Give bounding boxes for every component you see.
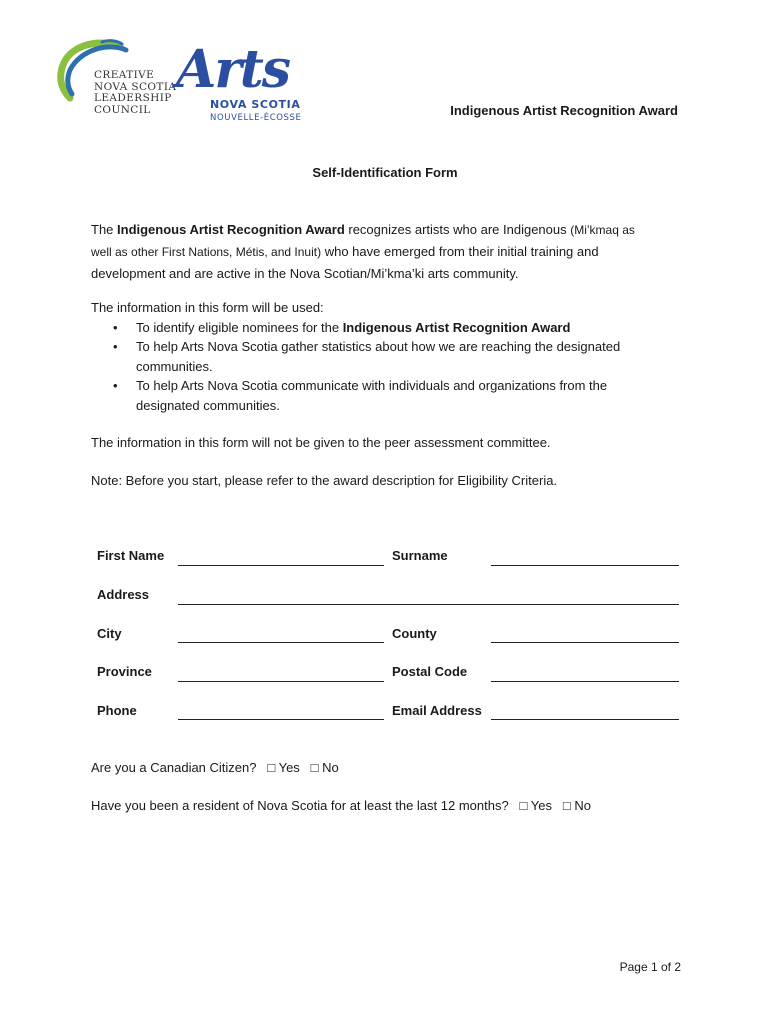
list-item-text: To identify eligible nominees for the <box>136 319 343 335</box>
intro-text: recognizes artists who are Indigenous <box>344 222 571 237</box>
resident-yes-checkbox[interactable]: □ <box>519 798 528 813</box>
citizen-question <box>91 760 339 775</box>
uses-section <box>91 298 691 415</box>
citizen-no-checkbox[interactable]: □ <box>310 760 319 775</box>
intro-text: The <box>91 222 118 237</box>
cnslc-line: NOVA SCOTIA <box>94 80 177 93</box>
resident-question-text: Have you been a resident of Nova Scotia for at least the last 12 months? <box>91 798 509 813</box>
arts-logo-subtitle-fr: NOUVELLE-ÉCOSSE <box>210 113 302 123</box>
province-field[interactable] <box>178 681 384 682</box>
uses-list <box>91 318 691 416</box>
first-name-label: First Name <box>97 548 165 563</box>
county-label: County <box>392 626 437 641</box>
surname-label: Surname <box>392 548 448 563</box>
award-name: Indigenous Artist Recognition Award <box>117 222 345 237</box>
first-name-field[interactable] <box>178 565 384 566</box>
email-field[interactable] <box>491 719 679 720</box>
intro-text: (Mi’kmaq as <box>570 223 635 237</box>
note-paragraph: Note: Before you start, please refer to the award description for Eligibility Criteria. <box>91 473 558 488</box>
list-item-text: designated communities. <box>136 397 280 413</box>
award-name: Indigenous Artist Recognition Award <box>342 319 571 335</box>
intro-line-1 <box>91 219 691 241</box>
intro-line-3: development and are active in the Nova Scotian/Mi’kma’ki arts community. <box>91 266 519 281</box>
list-item-text: communities. <box>136 358 213 374</box>
resident-no-checkbox[interactable]: □ <box>562 798 571 813</box>
cnslc-line: LEADERSHIP <box>94 92 172 104</box>
county-field[interactable] <box>491 642 679 643</box>
cnslc-logo-text <box>94 70 184 116</box>
surname-field[interactable] <box>491 565 679 566</box>
intro-line-2 <box>91 241 691 263</box>
citizen-yes-label: Yes <box>278 760 300 775</box>
cnslc-line: COUNCIL <box>94 103 151 116</box>
form-title: Self-Identification Form <box>312 165 458 180</box>
bullet-icon: • <box>113 378 118 393</box>
list-item <box>91 337 691 376</box>
phone-label: Phone <box>97 703 137 718</box>
resident-yes-label: Yes <box>530 798 553 813</box>
logo-area <box>56 36 302 128</box>
postal-code-label: Postal Code <box>392 664 468 679</box>
province-label: Province <box>97 664 152 679</box>
list-item-text: To help Arts Nova Scotia gather statistics about how we are reaching the designated <box>136 339 621 354</box>
intro-paragraph <box>91 219 691 285</box>
citizen-no-label: No <box>322 760 339 775</box>
list-item <box>91 318 691 338</box>
list-item-text: To help Arts Nova Scotia communicate with individuals and organizations from the <box>136 378 608 393</box>
arts-logo-subtitle: NOVA SCOTIA <box>210 98 301 111</box>
address-field[interactable] <box>178 604 679 605</box>
header-title: Indigenous Artist Recognition Award <box>450 103 678 118</box>
resident-no-label: No <box>574 798 591 813</box>
arts-logo-word: Arts <box>176 39 290 100</box>
cnslc-line: CREATIVE <box>94 69 155 81</box>
uses-lead: The information in this form will be used: <box>91 300 324 315</box>
phone-field[interactable] <box>178 719 384 720</box>
not-given-paragraph: The information in this form will not be given to the peer assessment committee. <box>91 435 551 450</box>
resident-question <box>91 798 591 813</box>
list-item <box>91 376 691 415</box>
bullet-icon: • <box>113 319 118 335</box>
intro-text: who have emerged from their initial training and <box>321 244 599 259</box>
address-label: Address <box>97 587 150 602</box>
postal-code-field[interactable] <box>491 681 679 682</box>
bullet-icon: • <box>113 339 118 354</box>
citizen-yes-checkbox[interactable]: □ <box>267 760 276 775</box>
citizen-question-text: Are you a Canadian Citizen? <box>91 760 257 775</box>
email-label: Email Address <box>392 703 482 718</box>
city-label: City <box>97 626 122 641</box>
city-field[interactable] <box>178 642 384 643</box>
intro-text: well as other First Nations, Métis, and Inuit) <box>91 245 322 259</box>
page-number: Page 1 of 2 <box>619 960 681 974</box>
